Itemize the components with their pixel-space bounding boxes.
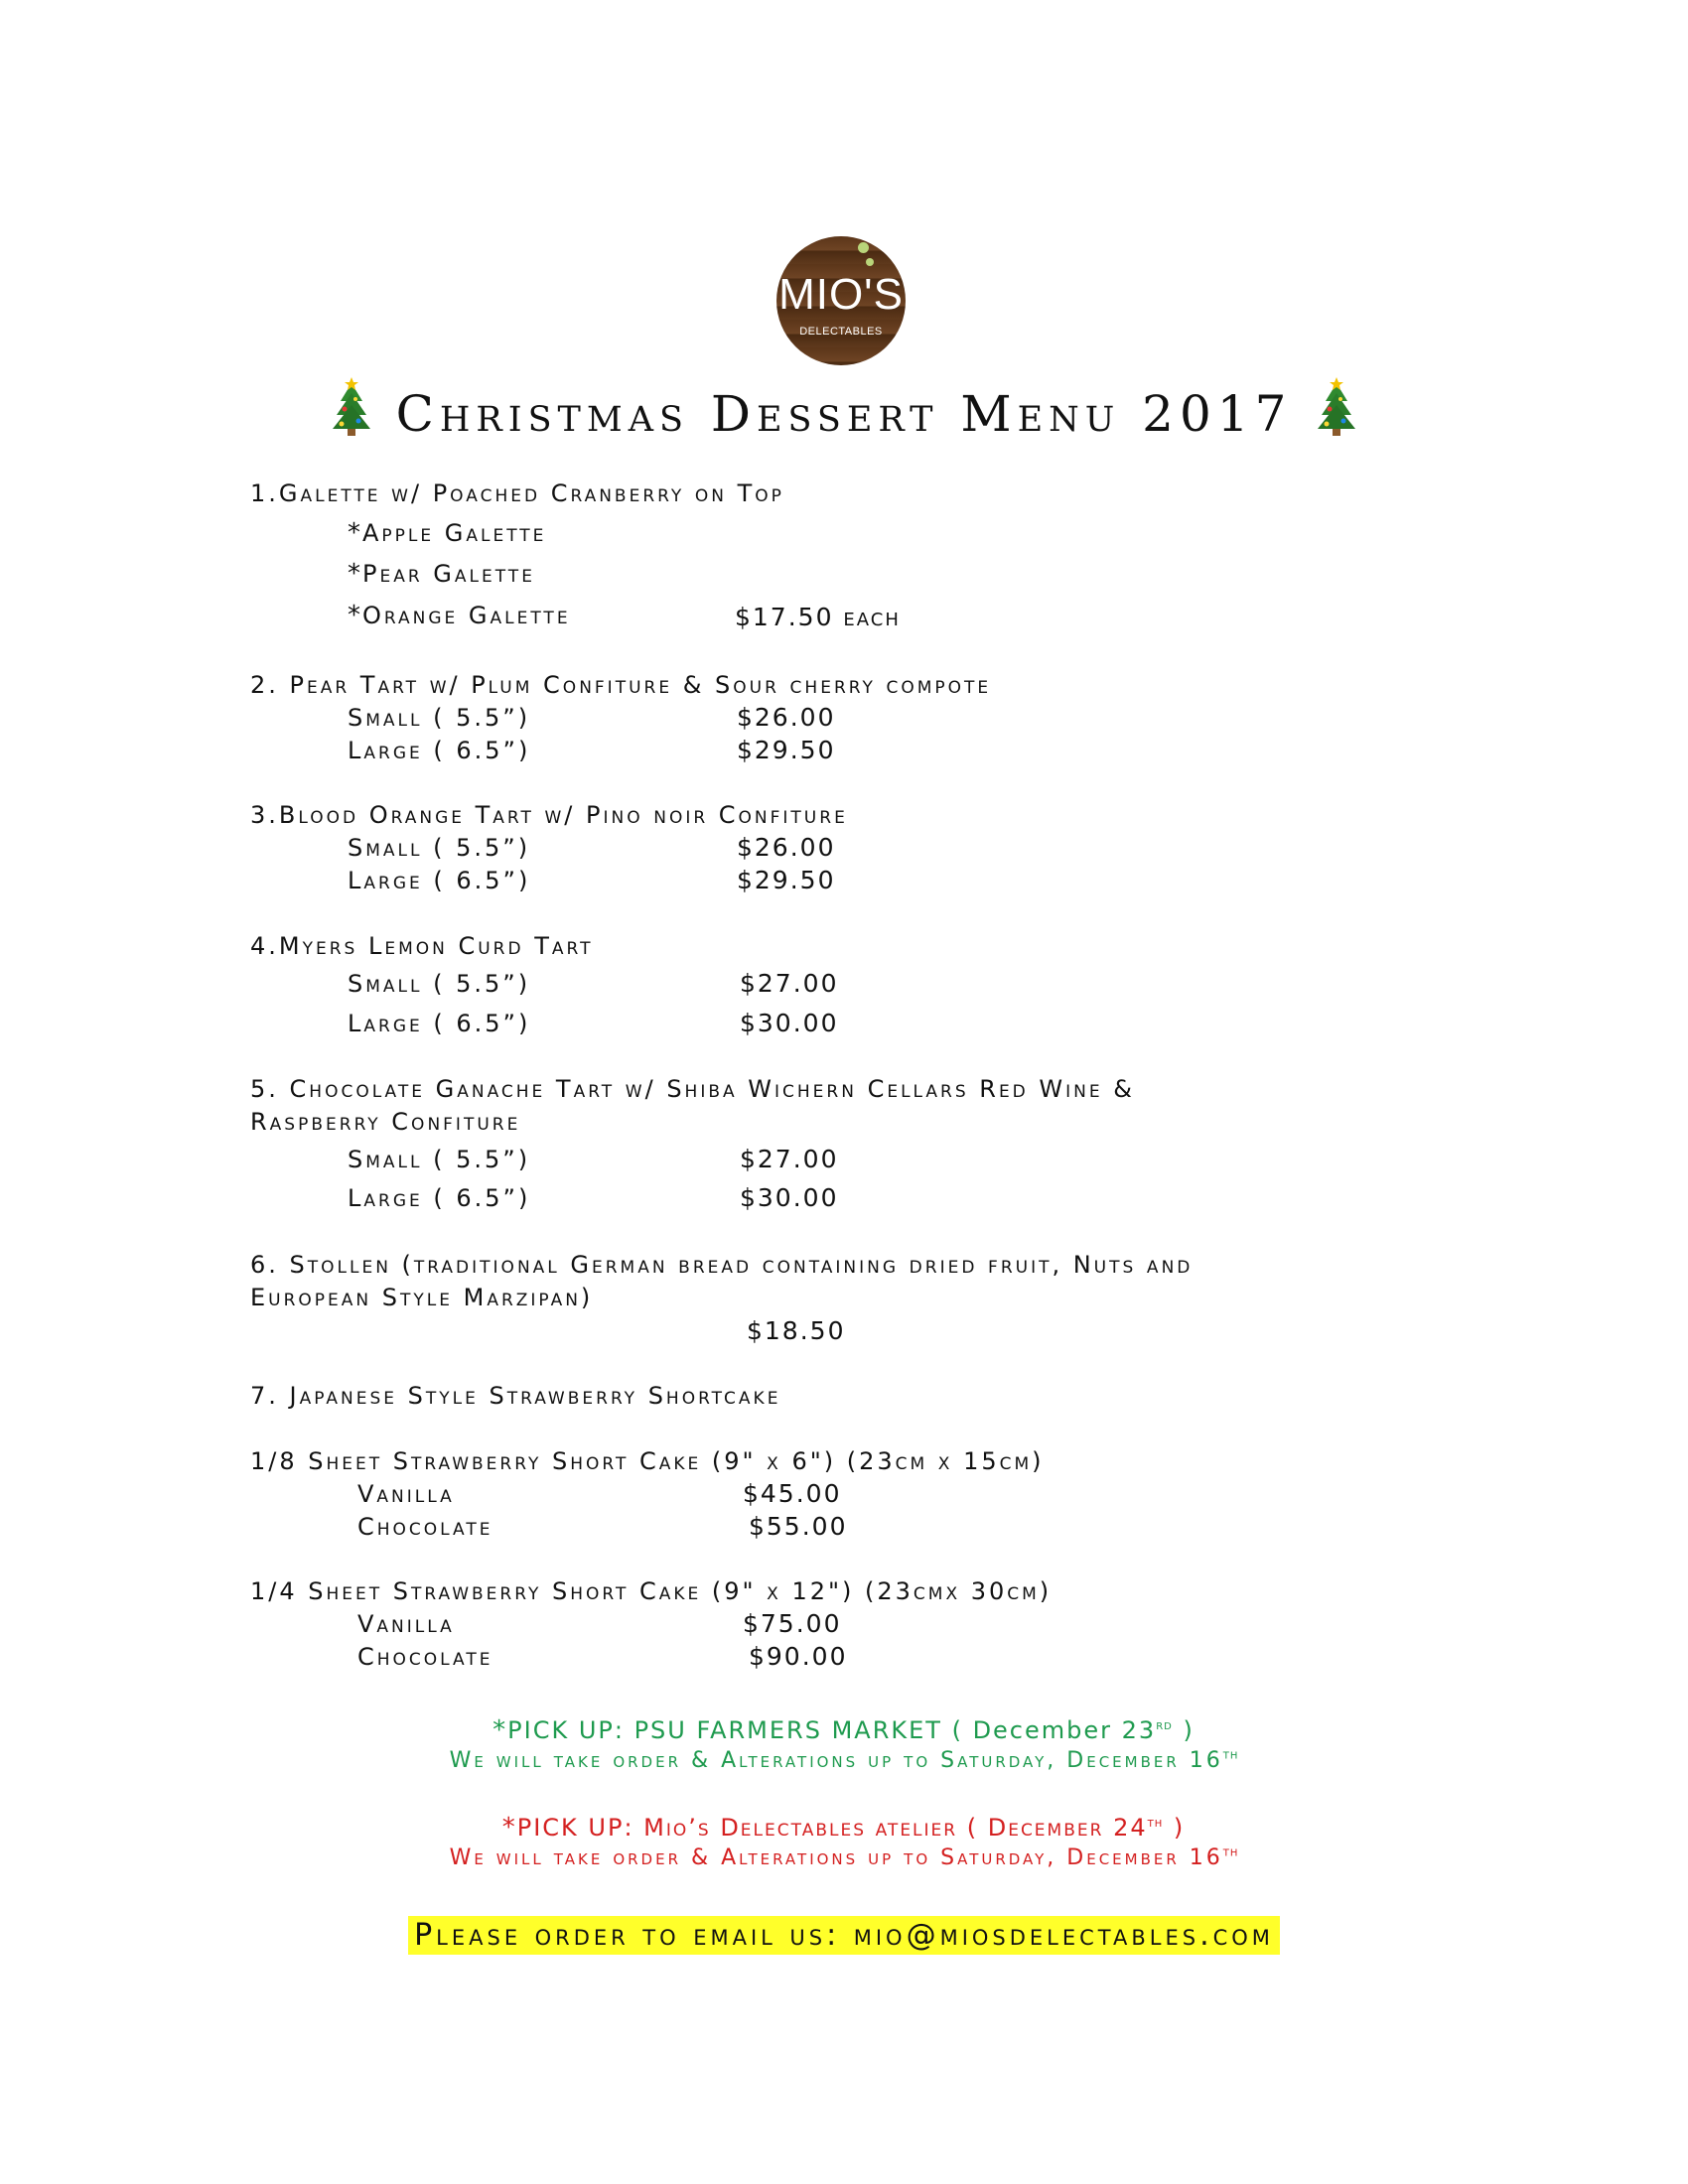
pickup-atelier-label: PICK UP: Mio’s Delectables atelier ( December 24 [516, 1814, 1148, 1842]
price-large: $29.50 [737, 866, 836, 894]
size-small: Small ( 5.5”) [348, 970, 531, 998]
item-1-option [348, 559, 535, 589]
item-2-title: 2. Pear Tart w/ Plum Confiture & Sour cherry compote [250, 671, 992, 699]
price-large: $29.50 [737, 736, 836, 764]
asterisk-icon: * [492, 1715, 506, 1745]
price-chocolate: $55.00 [749, 1512, 848, 1541]
logo-subtitle: DELECTABLES [799, 326, 883, 338]
sheet-eighth-title: 1/8 Sheet Strawberry Short Cake (9" x 6") (23cm x 15cm) [250, 1447, 1045, 1475]
size-small: Small ( 5.5”) [348, 834, 531, 862]
flavor-vanilla: Vanilla [357, 1610, 455, 1638]
item-1-option [348, 518, 546, 548]
christmas-tree-icon [329, 377, 374, 437]
pickup-atelier-note-text: We will take order & Alterations up to Saturday, December 16 [449, 1845, 1223, 1870]
size-small: Small ( 5.5”) [348, 704, 531, 732]
price-large: $30.00 [740, 1009, 839, 1037]
asterisk-icon: * [501, 1813, 515, 1843]
pickup-psu-label: PICK UP: PSU FARMERS MARKET ( December 23 [507, 1716, 1157, 1744]
option-label: Orange Galette [362, 602, 571, 629]
pickup-psu-note [0, 1748, 1688, 1773]
price-small: $26.00 [737, 703, 836, 732]
flavor-chocolate: Chocolate [357, 1643, 493, 1671]
size-large: Large ( 6.5”) [348, 1184, 531, 1212]
logo-dot [858, 242, 869, 253]
pickup-psu-close: ) [1172, 1716, 1196, 1744]
pickup-psu-note-sup: TH [1222, 1750, 1239, 1762]
logo [776, 236, 906, 365]
page-title [0, 377, 1688, 443]
item-6-title: 6. Stollen (traditional German bread containing dried fruit, Nuts and [250, 1251, 1194, 1279]
asterisk-icon: * [348, 559, 360, 589]
item-5-title-cont: Raspberry Confiture [250, 1108, 521, 1136]
item-1-title: 1.Galette w/ Poached Cranberry on Top [250, 479, 784, 507]
christmas-tree-icon [1314, 377, 1359, 437]
item-4-title: 4.Myers Lemon Curd Tart [250, 932, 594, 960]
item-1-option [348, 601, 571, 630]
title-text: Christmas Dessert Menu 2017 [395, 385, 1293, 443]
item-5-title: 5. Chocolate Ganache Tart w/ Shiba Wichern Cellars Red Wine & [250, 1075, 1135, 1103]
asterisk-icon: * [348, 601, 360, 630]
size-large: Large ( 6.5”) [348, 1010, 531, 1037]
flavor-chocolate: Chocolate [357, 1513, 493, 1541]
pickup-psu [0, 1715, 1688, 1745]
price-vanilla: $45.00 [743, 1479, 842, 1508]
logo-name: MIO'S [778, 270, 904, 319]
item-1-price: $17.50 each [735, 603, 901, 631]
size-small: Small ( 5.5”) [348, 1146, 531, 1173]
pickup-psu-note-text: We will take order & Alterations up to Saturday, December 16 [449, 1748, 1223, 1773]
price-chocolate: $90.00 [749, 1642, 848, 1671]
pickup-atelier-note-sup: TH [1222, 1847, 1239, 1859]
price-vanilla: $75.00 [743, 1609, 842, 1638]
item-7-title: 7. Japanese Style Strawberry Shortcake [250, 1382, 781, 1410]
contact-banner [0, 1918, 1688, 1953]
pickup-atelier-sup: TH [1147, 1819, 1164, 1830]
item-3-title: 3.Blood Orange Tart w/ Pino noir Confiture [250, 801, 848, 829]
size-large: Large ( 6.5”) [348, 737, 531, 764]
price-large: $30.00 [740, 1183, 839, 1212]
item-6-title-cont: European Style Marzipan) [250, 1284, 594, 1311]
contact-email[interactable]: Please order to email us: mio@miosdelectables.com [408, 1916, 1280, 1955]
sheet-quarter-title: 1/4 Sheet Strawberry Short Cake (9" x 12") (23cmx 30cm) [250, 1577, 1053, 1605]
asterisk-icon: * [348, 518, 360, 548]
item-6-price: $18.50 [747, 1316, 846, 1345]
price-small: $27.00 [740, 969, 839, 998]
price-small: $26.00 [737, 833, 836, 862]
pickup-atelier [0, 1813, 1688, 1843]
price-small: $27.00 [740, 1145, 839, 1173]
option-label: Pear Galette [362, 560, 535, 588]
pickup-atelier-close: ) [1163, 1814, 1187, 1842]
size-large: Large ( 6.5”) [348, 867, 531, 894]
option-label: Apple Galette [362, 519, 547, 547]
logo-dot [866, 258, 874, 266]
flavor-vanilla: Vanilla [357, 1480, 455, 1508]
pickup-psu-sup: RD [1156, 1721, 1173, 1732]
pickup-atelier-note [0, 1845, 1688, 1870]
